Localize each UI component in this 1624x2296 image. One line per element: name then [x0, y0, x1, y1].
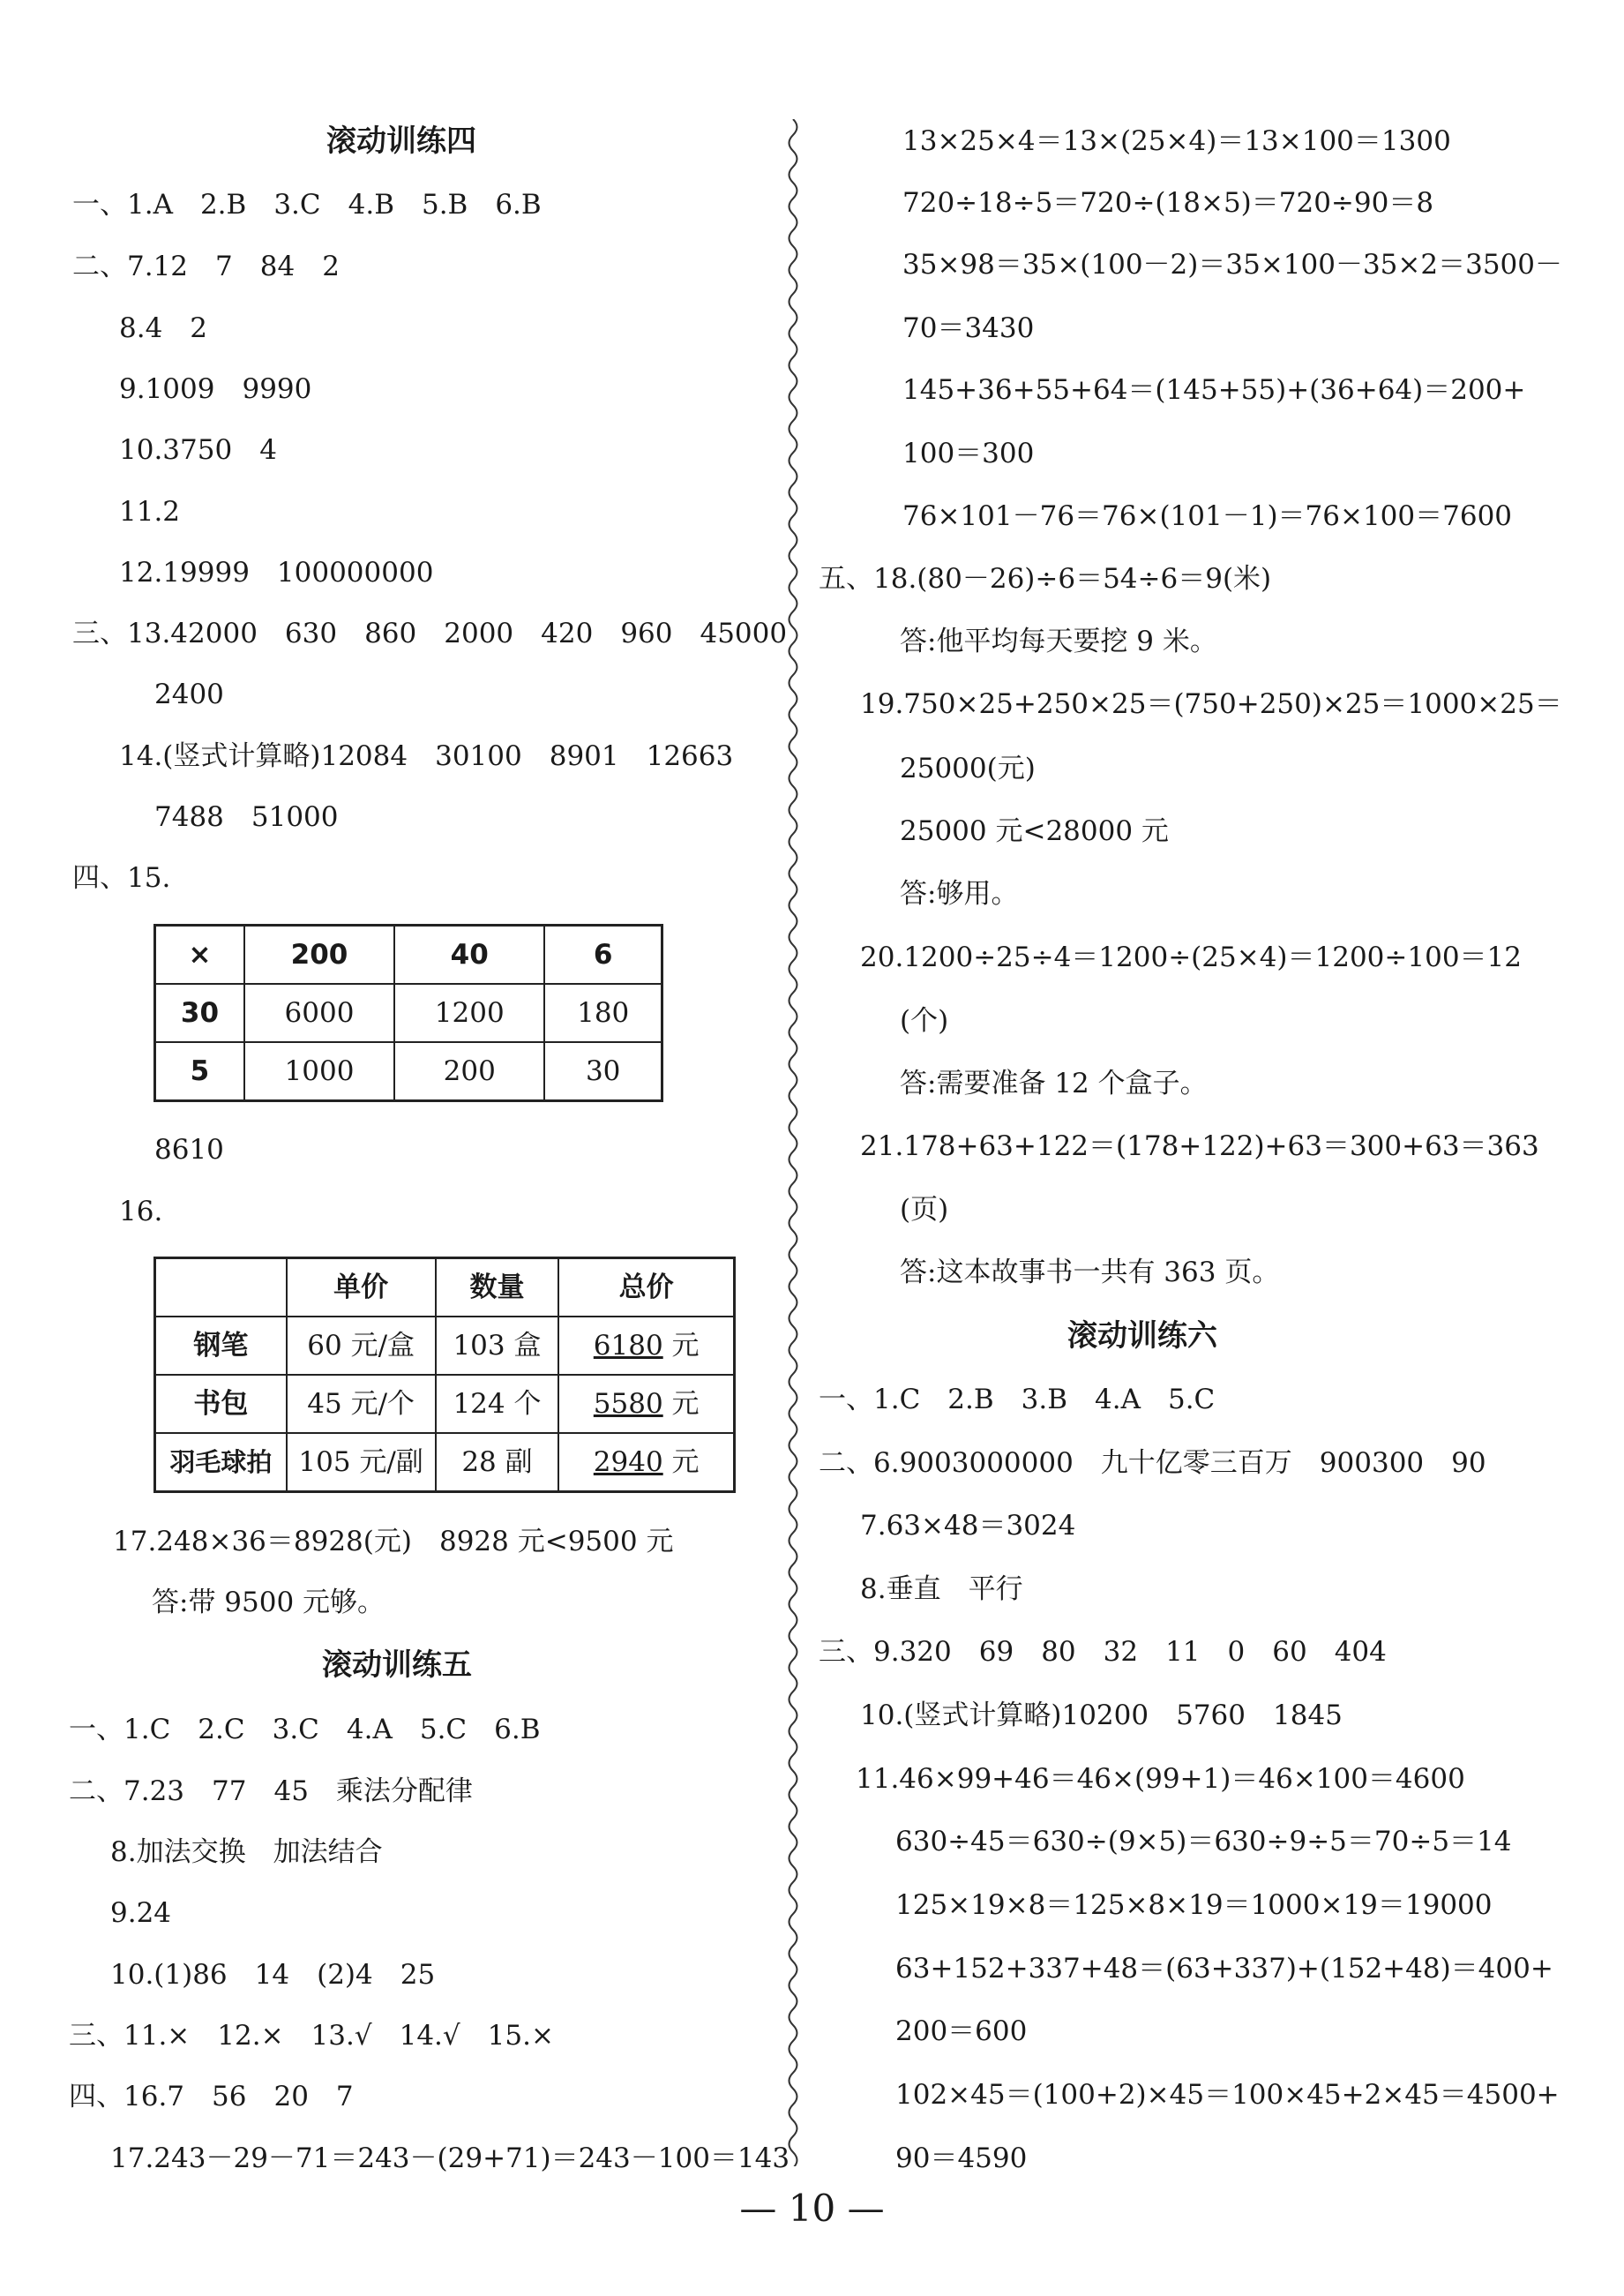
answer-line: 16. [119, 1196, 163, 1227]
answer-line: 102×45＝(100+2)×45＝100×45+2×45＝4500+ [895, 2079, 1560, 2111]
answer-line: 7.63×48＝3024 [860, 1510, 1076, 1542]
answer-line: 三、9.320 69 80 32 11 0 60 404 [819, 1636, 1387, 1668]
table-cell: 124 个 [436, 1375, 559, 1433]
answer-line: 14.(竖式计算略)12084 30100 8901 12663 [119, 740, 734, 772]
answer-line: 二、7.23 77 45 乘法分配律 [69, 1775, 473, 1807]
price-table [153, 1257, 736, 1493]
answer-line: 10.(竖式计算略)10200 5760 1845 [860, 1699, 1343, 1731]
table-cell: 1200 [394, 984, 544, 1042]
answer-line: 200＝600 [895, 2015, 1028, 2047]
answer-line: 二、7.12 7 84 2 [72, 251, 340, 282]
table-header-cell [155, 1258, 287, 1317]
table-row-header: 羽毛球拍 [155, 1433, 287, 1492]
table-cell: 105 元/副 [287, 1433, 436, 1492]
answer-line: 答:这本故事书一共有 363 页。 [900, 1257, 1280, 1288]
answer-line: (个) [900, 1005, 949, 1037]
table-cell: 200 [394, 1042, 544, 1101]
table-header-cell: × [155, 926, 244, 985]
table-cell: 6000 [244, 984, 394, 1042]
section-title: 滚动训练四 [326, 124, 476, 159]
answer-line: 12.19999 100000000 [119, 557, 434, 589]
table-row-header: 钢笔 [155, 1317, 287, 1375]
answer-line: 8610 [154, 1134, 224, 1166]
answer-line: 一、1.C 2.C 3.C 4.A 5.C 6.B [69, 1714, 541, 1745]
unit: 元 [662, 1446, 700, 1478]
table-row-header: 30 [155, 984, 244, 1042]
total-value: 2940 [593, 1446, 663, 1478]
answer-line: 11.46×99+46＝46×(99+1)＝46×100＝4600 [856, 1763, 1465, 1795]
answer-line: 8.垂直 平行 [860, 1573, 1023, 1605]
answer-line: 70＝3430 [902, 312, 1035, 344]
answer-line: 100＝300 [902, 438, 1035, 469]
answer-line: 五、18.(80－26)÷6＝54÷6＝9(米) [819, 563, 1272, 595]
table-cell [558, 1317, 734, 1375]
table-row-header: 5 [155, 1042, 244, 1101]
answer-line: 三、13.42000 630 860 2000 420 960 45000 [72, 618, 788, 649]
answer-line: 一、1.A 2.B 3.C 4.B 5.B 6.B [72, 189, 542, 221]
answer-line: 76×101－76＝76×(101－1)＝76×100＝7600 [902, 500, 1513, 532]
answer-line: 四、15. [72, 862, 171, 894]
answer-line: 17.248×36＝8928(元) 8928 元<9500 元 [113, 1526, 674, 1557]
page-number: — 10 — [739, 2187, 885, 2230]
answer-line: 25000 元<28000 元 [900, 815, 1169, 847]
table-cell: 60 元/盒 [287, 1317, 436, 1375]
answer-line: 答:够用。 [900, 878, 1019, 910]
table-header-cell: 单价 [287, 1258, 436, 1317]
table-header-cell: 40 [394, 926, 544, 985]
total-value: 6180 [593, 1330, 663, 1362]
answer-line: 7488 51000 [154, 801, 339, 833]
table-cell: 28 副 [436, 1433, 559, 1492]
answer-line: 答:他平均每天要挖 9 米。 [900, 626, 1217, 657]
wavy-column-divider [783, 119, 803, 2166]
answer-line: 三、11.× 12.× 13.√ 14.√ 15.× [69, 2020, 554, 2052]
answer-line: 8.4 2 [119, 312, 208, 344]
table-cell: 1000 [244, 1042, 394, 1101]
multiplication-table [153, 924, 663, 1102]
table-cell [558, 1375, 734, 1433]
answer-line: 一、1.C 2.B 3.B 4.A 5.C [819, 1384, 1216, 1415]
answer-line: 10.3750 4 [119, 434, 277, 466]
unit: 元 [662, 1388, 700, 1420]
table-cell: 45 元/个 [287, 1375, 436, 1433]
table-header-cell: 数量 [436, 1258, 559, 1317]
table-cell: 30 [544, 1042, 662, 1101]
answer-line: 630÷45＝630÷(9×5)＝630÷9÷5＝70÷5＝14 [895, 1826, 1512, 1857]
answer-line: 8.加法交换 加法结合 [110, 1836, 383, 1868]
answer-line: 17.243－29－71＝243－(29+71)＝243－100＝143 [110, 2142, 790, 2174]
table-header-cell: 总价 [558, 1258, 734, 1317]
total-value: 5580 [593, 1388, 663, 1420]
answer-line: 10.(1)86 14 (2)4 25 [110, 1959, 436, 1991]
table-header-cell: 200 [244, 926, 394, 985]
answer-line: 答:需要准备 12 个盒子。 [900, 1068, 1208, 1099]
answer-line: 二、6.9003000000 九十亿零三百万 900300 90 [819, 1447, 1486, 1479]
answer-line: (页) [900, 1194, 949, 1226]
answer-line: 11.2 [119, 496, 181, 528]
answer-line: 720÷18÷5＝720÷(18×5)＝720÷90＝8 [902, 187, 1434, 219]
answer-line: 63+152+337+48＝(63+337)+(152+48)＝400+ [895, 1953, 1553, 1985]
answer-line: 125×19×8＝125×8×19＝1000×19＝19000 [895, 1889, 1493, 1921]
answer-line: 答:带 9500 元够。 [152, 1587, 385, 1618]
table-cell: 180 [544, 984, 662, 1042]
answer-line: 90＝4590 [895, 2142, 1028, 2174]
table-cell [558, 1433, 734, 1492]
answer-line: 145+36+55+64＝(145+55)+(36+64)＝200+ [902, 374, 1526, 406]
answer-line: 9.24 [110, 1897, 172, 1929]
answer-line: 21.178+63+122＝(178+122)+63＝300+63＝363 [860, 1130, 1539, 1162]
answer-line: 9.1009 9990 [119, 373, 312, 405]
section-title: 滚动训练五 [322, 1647, 472, 1683]
answer-line: 19.750×25+250×25＝(750+250)×25＝1000×25＝ [860, 688, 1562, 720]
table-header-cell: 6 [544, 926, 662, 985]
answer-line: 四、16.7 56 20 7 [69, 2081, 354, 2112]
section-title: 滚动训练六 [1067, 1318, 1217, 1354]
table-cell: 103 盒 [436, 1317, 559, 1375]
answer-line: 25000(元) [900, 753, 1036, 784]
table-row-header: 书包 [155, 1375, 287, 1433]
unit: 元 [662, 1330, 700, 1362]
answer-line: 13×25×4＝13×(25×4)＝13×100＝1300 [902, 125, 1451, 157]
answer-line: 2400 [154, 679, 224, 710]
answer-line: 35×98＝35×(100－2)＝35×100－35×2＝3500－ [902, 249, 1562, 281]
answer-line: 20.1200÷25÷4＝1200÷(25×4)＝1200÷100＝12 [860, 942, 1522, 973]
